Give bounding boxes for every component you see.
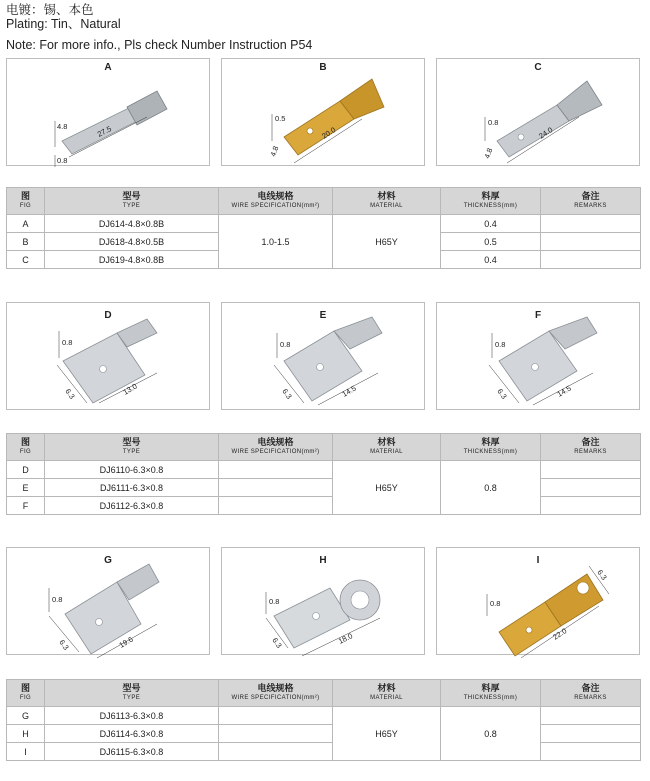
terminal-drawing-g (7, 548, 211, 668)
col-type: 型号 TYPE (45, 680, 219, 707)
fig-cell: D (7, 461, 45, 479)
fig-cell: F (7, 497, 45, 515)
remarks-cell (541, 725, 641, 743)
dim-label: 4.8 (57, 122, 68, 131)
figure-label: G (104, 555, 112, 566)
fig-cell: I (7, 743, 45, 761)
figure-label: A (104, 62, 112, 73)
remarks-cell (541, 743, 641, 761)
type-cell: DJ619-4.8×0.8B (45, 251, 219, 269)
fig-cell: H (7, 725, 45, 743)
dim-label: 6.3 (595, 567, 609, 582)
col-material: 材料 MATERIAL (333, 188, 441, 215)
dim-label: 19.6 (117, 634, 135, 650)
remarks-cell (541, 461, 641, 479)
dim-label: 0.8 (495, 340, 506, 349)
material-cell: H65Y (333, 215, 441, 269)
col-thickness: 料厚 THICKNESS(mm) (441, 680, 541, 707)
col-thickness: 料厚 THICKNESS(mm) (441, 434, 541, 461)
terminal-drawing-a (7, 59, 211, 167)
dim-label: 0.8 (280, 340, 291, 349)
dim-label: 6.3 (495, 386, 509, 401)
figure-panel-d (6, 302, 210, 410)
dim-label: 18.0 (336, 631, 355, 646)
thickness-cell: 0.4 (441, 251, 541, 269)
material-cell: H65Y (333, 461, 441, 515)
dim-label: 4.8 (268, 144, 281, 158)
figure-label: F (534, 310, 542, 321)
type-cell: DJ614-4.8×0.8B (45, 215, 219, 233)
figure-label: B (319, 62, 327, 73)
type-cell: DJ6112-6.3×0.8 (45, 497, 219, 515)
wire-cell (219, 479, 333, 497)
wire-cell (219, 497, 333, 515)
figure-label: D (104, 310, 112, 321)
plating-line-cn: 电镀：锡、本色 (6, 3, 94, 17)
figure-label: E (319, 310, 327, 321)
type-cell: DJ6115-6.3×0.8 (45, 743, 219, 761)
fig-cell: A (7, 215, 45, 233)
col-type: 型号 TYPE (45, 434, 219, 461)
dim-label: 0.8 (62, 338, 73, 347)
dim-label: 0.8 (57, 156, 68, 165)
wire-cell (219, 725, 333, 743)
figure-panel-f (436, 302, 640, 410)
type-cell: DJ6110-6.3×0.8 (45, 461, 219, 479)
table-row (7, 215, 641, 233)
col-wire: 电线规格 WIRE SPECIFICATION(mm²) (219, 434, 333, 461)
terminal-drawing-h (222, 548, 426, 668)
remarks-cell (541, 251, 641, 269)
dim-label: 6.3 (280, 386, 294, 401)
dim-label: 13.0 (121, 381, 139, 397)
dim-label: 6.3 (63, 386, 77, 401)
table-row (7, 497, 641, 515)
wire-cell: 1.0-1.5 (219, 215, 333, 269)
table-row (7, 461, 641, 479)
dim-label: 6.3 (57, 637, 71, 652)
fig-cell: B (7, 233, 45, 251)
col-fig: 图 FIG (7, 680, 45, 707)
note-line: Note: For more info., Pls check Number Instruction P54 (6, 38, 313, 52)
terminal-drawing-b (222, 59, 426, 167)
dim-label: 24.0 (537, 125, 555, 141)
plating-line-en: Plating: Tin、Natural (6, 17, 121, 31)
type-cell: DJ6114-6.3×0.8 (45, 725, 219, 743)
figure-label: I (536, 555, 540, 566)
dim-label: 27.5 (95, 124, 113, 139)
terminal-drawing-i (437, 548, 641, 668)
remarks-cell (541, 479, 641, 497)
terminal-drawing-f (437, 303, 641, 425)
remarks-cell (541, 215, 641, 233)
dim-label: 14.5 (340, 383, 358, 399)
figure-panel-a (6, 58, 210, 166)
terminal-drawing-d (7, 303, 211, 425)
figure-label: H (319, 555, 327, 566)
fig-cell: G (7, 707, 45, 725)
thickness-cell: 0.5 (441, 233, 541, 251)
wire-cell (219, 707, 333, 725)
col-wire: 电线规格 WIRE SPECIFICATION(mm²) (219, 680, 333, 707)
thickness-cell: 0.8 (441, 707, 541, 761)
figure-panel-h (221, 547, 425, 655)
dim-label: 0.8 (269, 597, 280, 606)
type-cell: DJ6111-6.3×0.8 (45, 479, 219, 497)
spec-table-2 (6, 433, 641, 515)
fig-cell: C (7, 251, 45, 269)
dim-label: 0.5 (275, 114, 286, 123)
terminal-drawing-c (437, 59, 641, 167)
figure-panel-g (6, 547, 210, 655)
material-cell: H65Y (333, 707, 441, 761)
remarks-cell (541, 707, 641, 725)
remarks-cell (541, 497, 641, 515)
col-remarks: 备注 REMARKS (541, 434, 641, 461)
wire-cell (219, 743, 333, 761)
thickness-cell: 0.8 (441, 461, 541, 515)
spec-table-3 (6, 679, 641, 761)
thickness-cell: 0.4 (441, 215, 541, 233)
col-material: 材料 MATERIAL (333, 680, 441, 707)
figure-label: C (534, 62, 542, 73)
col-fig: 图 FIG (7, 188, 45, 215)
col-material: 材料 MATERIAL (333, 434, 441, 461)
remarks-cell (541, 233, 641, 251)
col-thickness: 料厚 THICKNESS(mm) (441, 188, 541, 215)
dim-label: 0.8 (490, 599, 501, 608)
dim-label: 20.0 (320, 125, 338, 141)
fig-cell: E (7, 479, 45, 497)
spec-table-1 (6, 187, 641, 269)
figure-panel-i (436, 547, 640, 655)
figure-panel-b (221, 58, 425, 166)
type-cell: DJ6113-6.3×0.8 (45, 707, 219, 725)
terminal-drawing-e (222, 303, 426, 425)
dim-label: 0.8 (488, 118, 499, 127)
figure-panel-c (436, 58, 640, 166)
col-type: 型号 TYPE (45, 188, 219, 215)
table-row (7, 707, 641, 725)
dim-label: 22.0 (551, 626, 569, 642)
table-row (7, 743, 641, 761)
wire-cell (219, 461, 333, 479)
table-row (7, 479, 641, 497)
col-remarks: 备注 REMARKS (541, 680, 641, 707)
dim-label: 4.8 (482, 146, 495, 160)
col-wire: 电线规格 WIRE SPECIFICATION(mm²) (219, 188, 333, 215)
col-fig: 图 FIG (7, 434, 45, 461)
col-remarks: 备注 REMARKS (541, 188, 641, 215)
dim-label: 0.8 (52, 595, 63, 604)
dim-label: 14.5 (555, 383, 573, 399)
dim-label: 6.3 (270, 635, 284, 650)
table-row (7, 725, 641, 743)
type-cell: DJ618-4.8×0.5B (45, 233, 219, 251)
figure-panel-e (221, 302, 425, 410)
